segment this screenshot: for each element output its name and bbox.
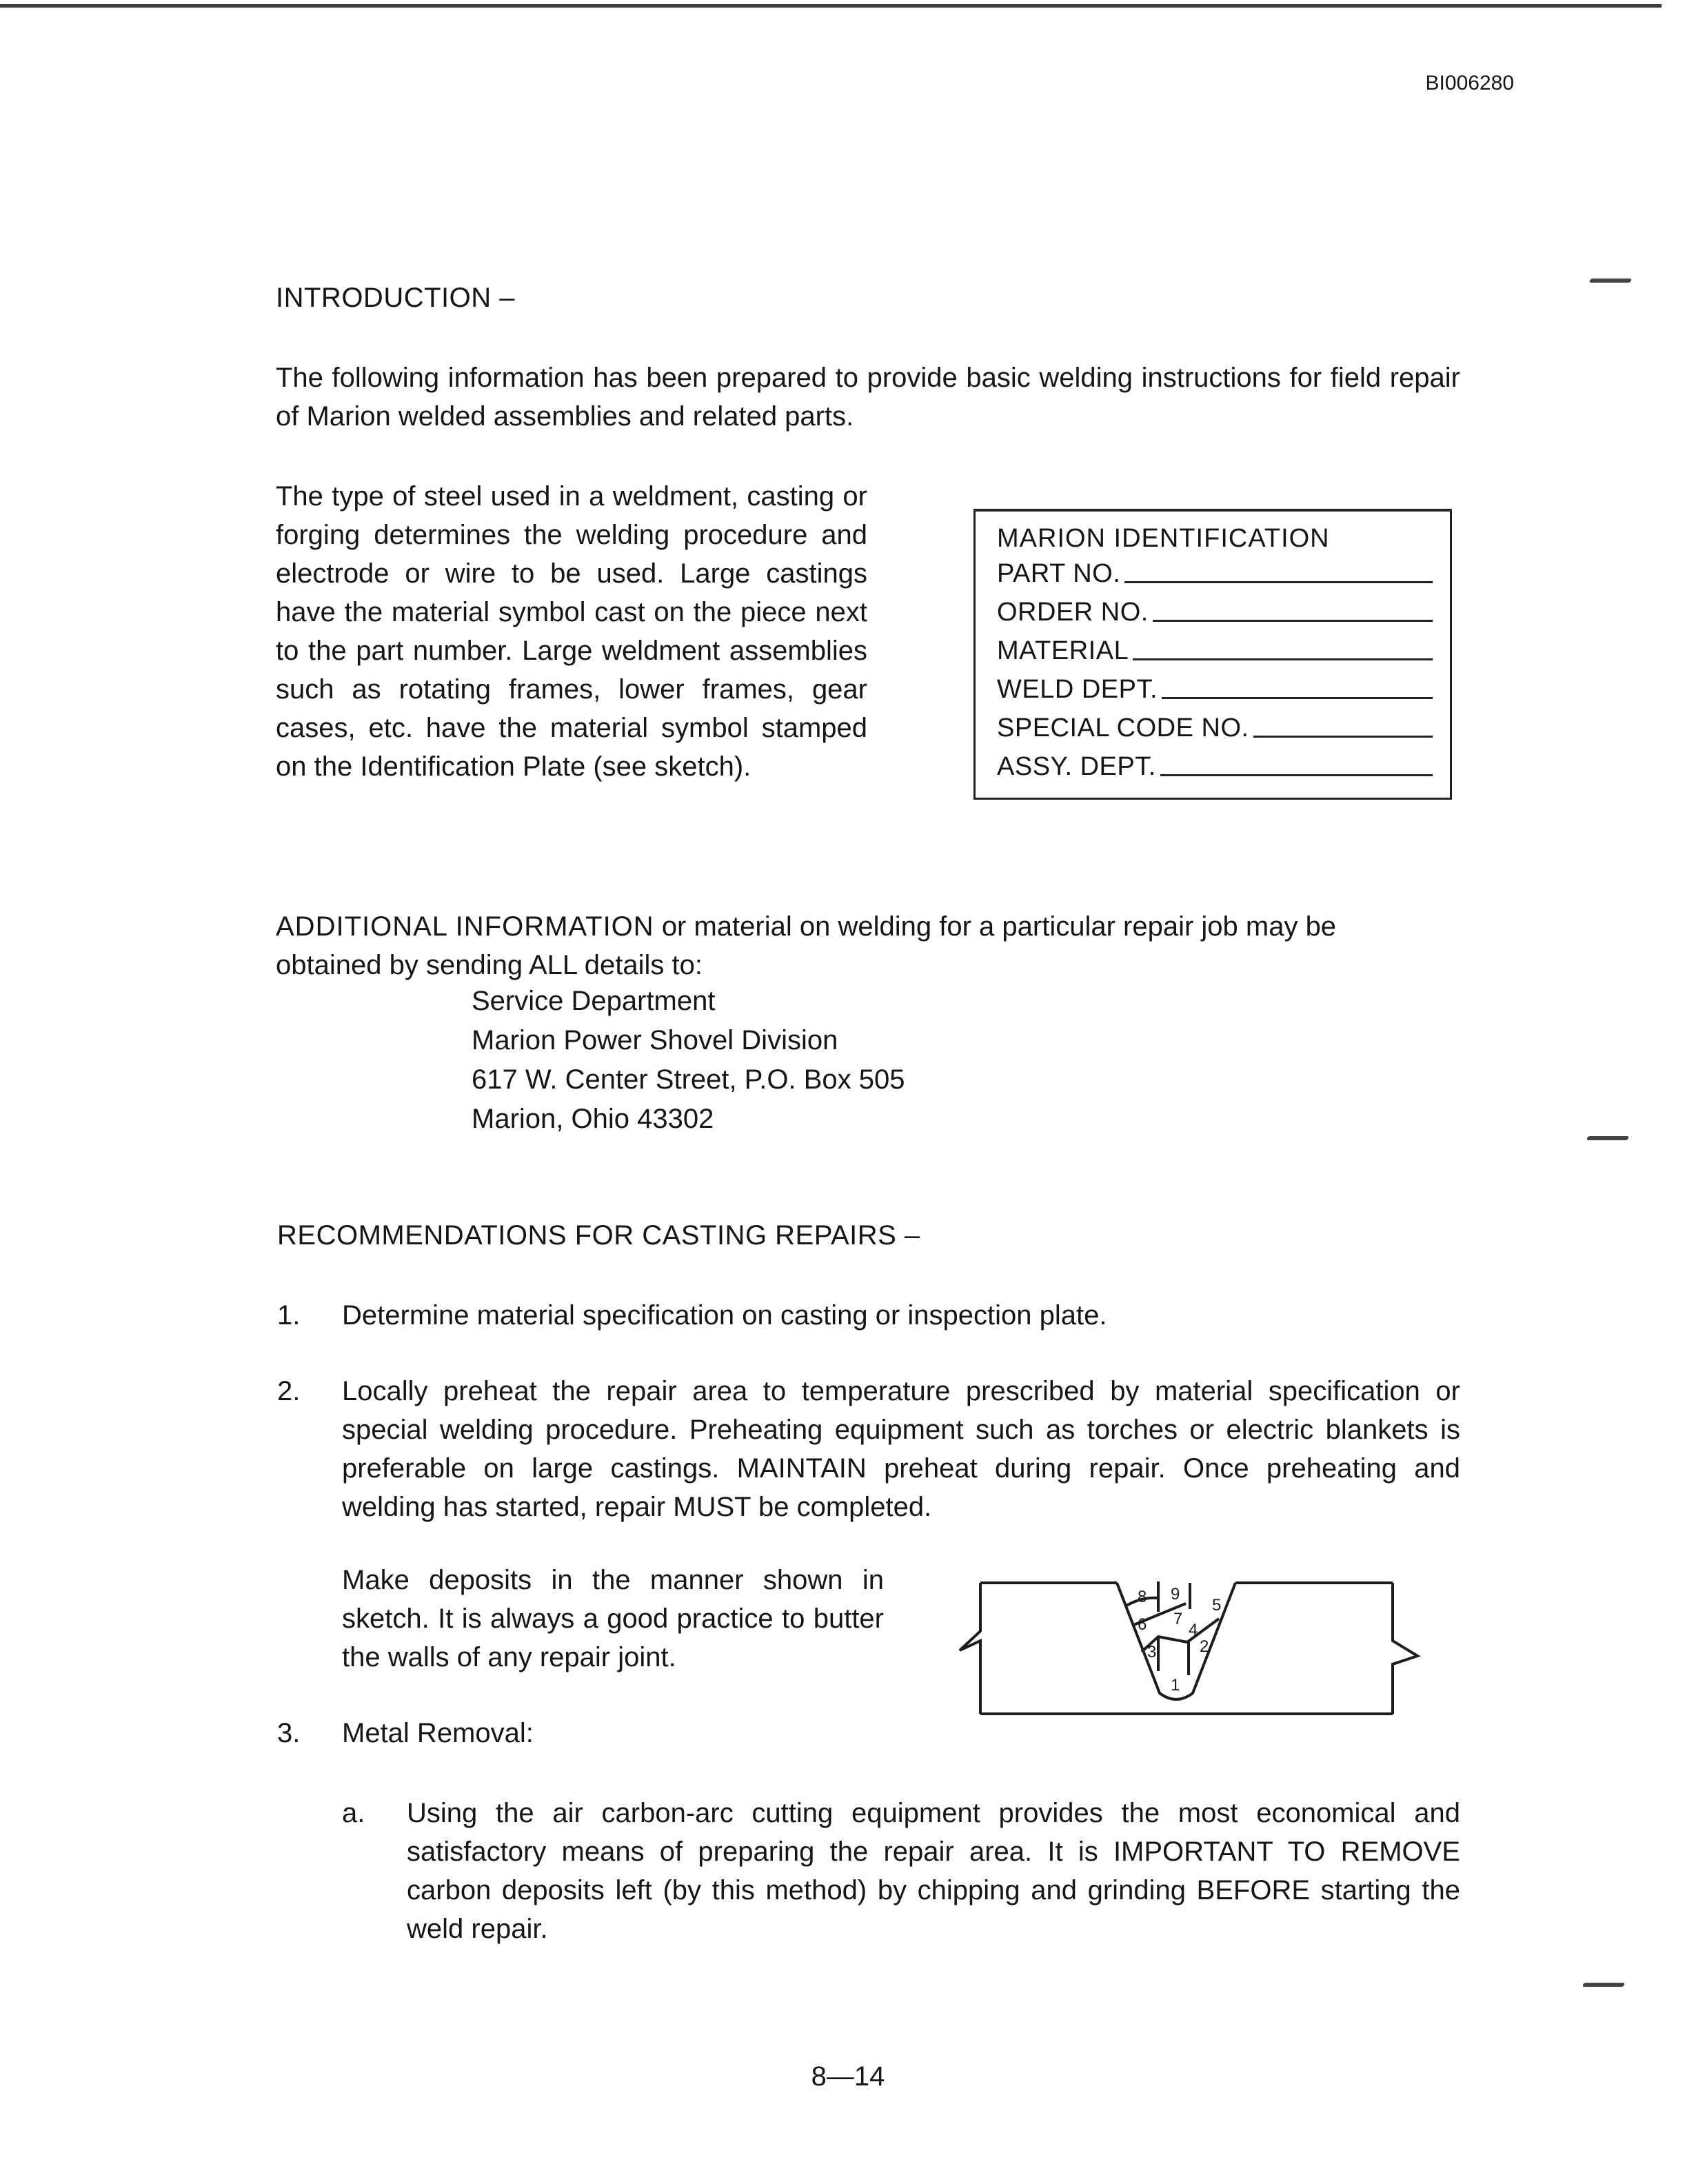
weld-pass-label: 2 — [1200, 1637, 1209, 1656]
address-line: Service Department — [472, 986, 716, 1016]
address-line: 617 W. Center Street, P.O. Box 505 — [472, 1064, 905, 1095]
address-line: Marion, Ohio 43302 — [472, 1104, 714, 1134]
item-1-text: Determine material specification on casting or inspection plate. — [342, 1300, 1107, 1331]
item-2-text: Locally preheat the repair area to temperature prescribed by material specification or special welding procedure. Preheating equipment such as torches or electric blankets is preferable on large castings. MAINTAIN preheat during repair. Once preheating and welding has started, repair MUST be completed. — [342, 1376, 1460, 1522]
additional-info-line2: obtained by sending ALL details to: — [276, 950, 703, 980]
address-line: Marion Power Shovel Division — [472, 1025, 838, 1055]
weld-pass-label: 8 — [1138, 1588, 1147, 1606]
id-field-weld-dept: WELD DEPT. — [997, 673, 1433, 705]
id-field-assy-dept: ASSY. DEPT. — [997, 750, 1433, 782]
id-field-special-code-no: SPECIAL CODE NO. — [997, 711, 1433, 743]
id-field-material: MATERIAL — [997, 634, 1433, 666]
identification-plate-title: MARION IDENTIFICATION — [997, 524, 1330, 553]
casting-repairs-heading: RECOMMENDATIONS FOR CASTING REPAIRS – — [277, 1220, 920, 1251]
deposit-note: Make deposits in the manner shown in sketch. It is always a good practice to butter the walls of any repair joint. — [342, 1565, 884, 1672]
page-number: 8—14 — [811, 2061, 885, 2092]
margin-tick — [1589, 279, 1632, 283]
item-number: 2. — [277, 1376, 301, 1406]
item-number: 1. — [277, 1300, 301, 1331]
introduction-heading: INTRODUCTION – — [276, 283, 515, 313]
top-scan-rule — [0, 4, 1662, 8]
weld-pass-label: 9 — [1171, 1585, 1180, 1604]
additional-info-lead: ADDITIONAL INFORMATION — [276, 911, 654, 942]
item-3-text: Metal Removal: — [342, 1718, 534, 1748]
weld-pass-label: 5 — [1212, 1596, 1222, 1615]
document-id: BI006280 — [1425, 72, 1514, 94]
id-field-part-no: PART NO. — [997, 557, 1433, 589]
id-field-order-no: ORDER NO. — [997, 596, 1433, 627]
sub-item-a-text: Using the air carbon-arc cutting equipment provides the most economical and satisfactory means of preparing the repair area. It is IMPORTANT TO REMOVE carbon deposits left (by this method) by chipping and grinding BEFORE starting the weld repair. — [407, 1798, 1460, 1944]
weld-pass-label: 4 — [1189, 1621, 1198, 1639]
margin-tick — [1586, 1136, 1629, 1140]
additional-info-line1: ADDITIONAL INFORMATION or material on welding for a particular repair job may be — [276, 911, 1337, 942]
weld-pass-label: 6 — [1138, 1615, 1147, 1634]
steel-type-paragraph: The type of steel used in a weldment, casting or forging determines the welding procedure and electrode or wire to be used. Large castings have the material symbol cast on the piece next to the part number. Large weldment assemblies such as rotating frames, lower frames, gear cases, etc. have the material symbol stamped on the Identification Plate (see sketch). — [276, 481, 867, 782]
sub-item-letter: a. — [342, 1798, 365, 1828]
service-address — [472, 982, 905, 1139]
margin-tick — [1582, 1983, 1625, 1987]
weld-pass-label: 3 — [1147, 1643, 1157, 1661]
item-number: 3. — [277, 1718, 301, 1748]
weld-pass-label: 7 — [1173, 1610, 1183, 1628]
weld-pass-label: 1 — [1171, 1676, 1180, 1695]
introduction-paragraph: The following information has been prepared to provide basic welding instructions for field repair of Marion welded assemblies and related parts. — [276, 363, 1460, 432]
weld-deposit-sketch — [951, 1568, 1434, 1726]
